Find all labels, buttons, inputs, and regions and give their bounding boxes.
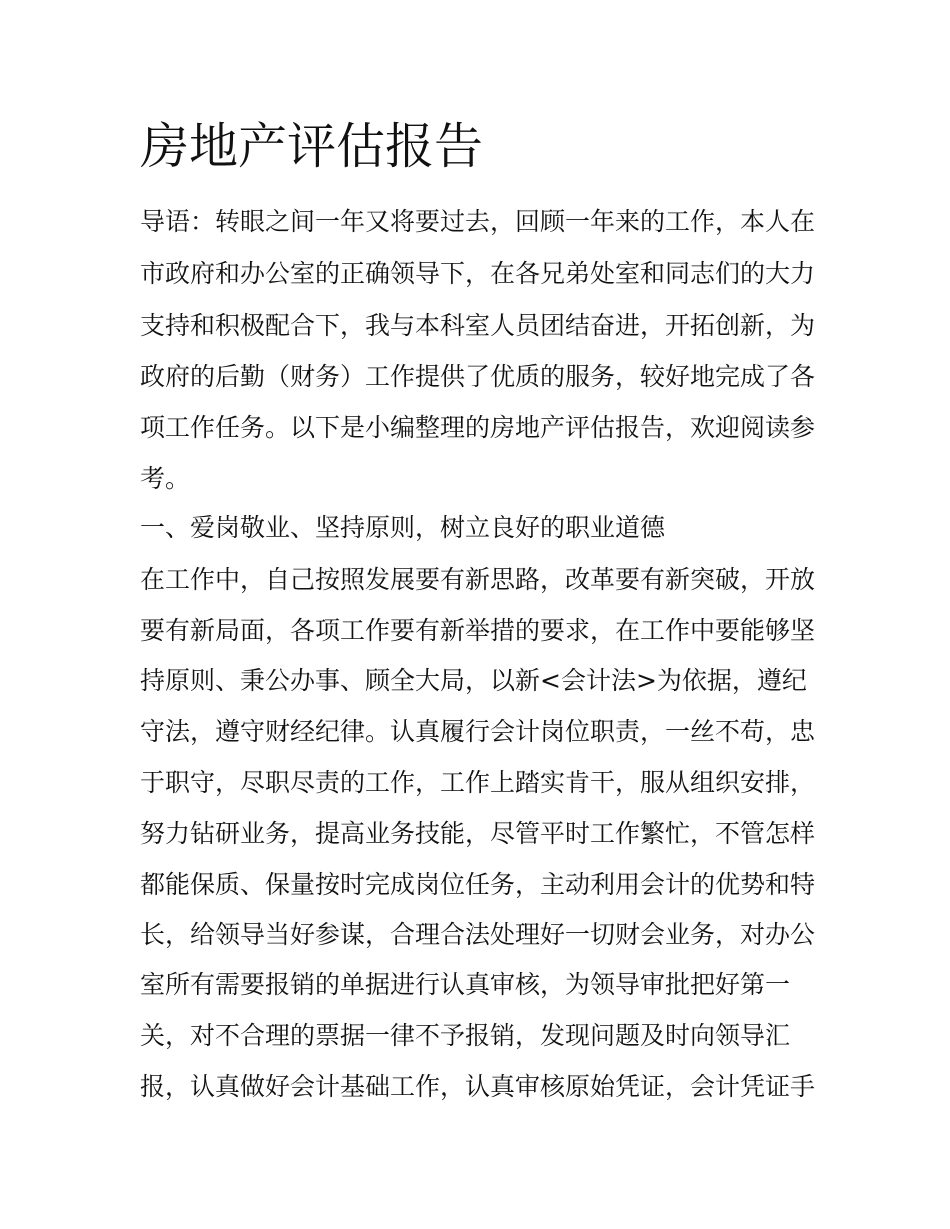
body-line: 考。 (140, 464, 191, 493)
document-title: 房地产评估报告 (140, 118, 484, 175)
body-line: 努力钻研业务，提高业务技能，尽管平时工作繁忙，不管怎样 (140, 819, 816, 848)
body-line: 室所有需要报销的单据进行认真审核，为领导审批把好第一 (140, 970, 791, 999)
body-line: 持原则、秉公办事、顾全大局，以新<会计法>为依据，遵纪 (140, 666, 807, 695)
body-line: 要有新局面，各项工作要有新举措的要求，在工作中要能够坚 (140, 616, 816, 645)
body-line: 长，给领导当好参谋，合理合法处理好一切财会业务，对办公 (140, 920, 816, 949)
body-line: 于职守，尽职尽责的工作，工作上踏实肯干，服从组织安排， (140, 768, 816, 797)
body-line: 报，认真做好会计基础工作，认真审核原始凭证，会计凭证手 (140, 1072, 816, 1101)
body-line: 市政府和办公室的正确领导下，在各兄弟处室和同志们的大力 (140, 259, 816, 288)
body-line: 导语：转眼之间一年又将要过去，回顾一年来的工作，本人在 (140, 207, 816, 236)
body-line: 都能保质、保量按时完成岗位任务，主动利用会计的优势和特 (140, 870, 816, 899)
body-line: 在工作中，自己按照发展要有新思路，改革要有新突破，开放 (140, 565, 816, 594)
body-line: 项工作任务。以下是小编整理的房地产评估报告，欢迎阅读参 (140, 413, 816, 442)
body-line: 守法，遵守财经纪律。认真履行会计岗位职责，一丝不苟，忠 (140, 717, 816, 746)
section-heading: 一、爱岗敬业、坚持原则，树立良好的职业道德 (140, 513, 666, 542)
body-line: 关，对不合理的票据一律不予报销，发现问题及时向领导汇 (140, 1021, 791, 1050)
body-line: 支持和积极配合下，我与本科室人员团结奋进，开拓创新，为 (140, 311, 816, 340)
body-line: 政府的后勤（财务）工作提供了优质的服务，较好地完成了各 (140, 362, 816, 391)
